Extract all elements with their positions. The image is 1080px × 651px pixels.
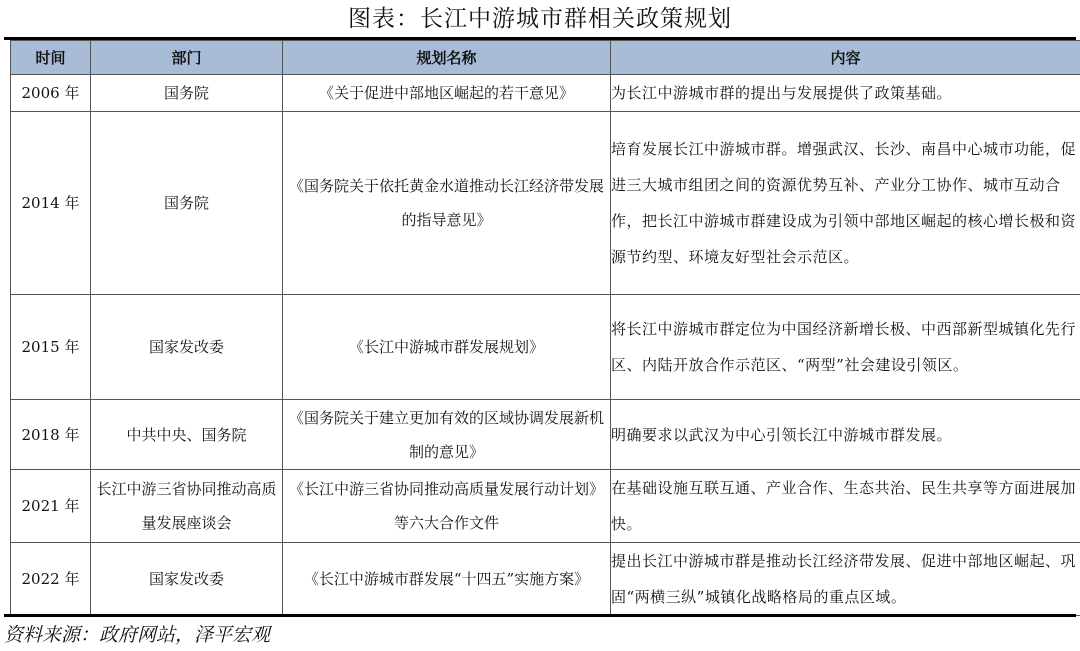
row-plan: 《长江中游城市群发展“十四五”实施方案》	[283, 543, 611, 616]
row-plan: 《长江中游城市群发展规划》	[283, 295, 611, 400]
table-header-row	[11, 41, 1080, 75]
row-plan: 《国务院关于依托黄金水道推动长江经济带发展的指导意见》	[283, 112, 611, 295]
row-dept: 中共中央、国务院	[91, 400, 283, 470]
header-dept: 部门	[91, 41, 283, 75]
row-content: 培育发展长江中游城市群。增强武汉、长沙、南昌中心城市功能，促进三大城市组团之间的资源优势互补、产业分工协作、城市互动合作，把长江中游城市群建设成为引领中部地区崛起的核心增长极和资源节约型、环境友好型社会示范区。	[611, 112, 1080, 295]
row-year: 2006 年	[11, 75, 91, 112]
row-plan: 《长江中游三省协同推动高质量发展行动计划》等六大合作文件	[283, 470, 611, 543]
row-content: 明确要求以武汉为中心引领长江中游城市群发展。	[611, 400, 1080, 470]
table-row	[11, 543, 1080, 616]
row-plan: 《国务院关于建立更加有效的区域协调发展新机制的意见》	[283, 400, 611, 470]
figure-title: 图表：长江中游城市群相关政策规划	[348, 6, 732, 32]
row-year: 2021 年	[11, 470, 91, 543]
row-dept: 国务院	[91, 112, 283, 295]
policy-table	[10, 40, 1080, 616]
table-row	[11, 470, 1080, 543]
row-year: 2014 年	[11, 112, 91, 295]
row-dept: 国家发改委	[91, 543, 283, 616]
row-dept: 国务院	[91, 75, 283, 112]
table-row	[11, 295, 1080, 400]
header-plan: 规划名称	[283, 41, 611, 75]
row-dept: 国家发改委	[91, 295, 283, 400]
header-content: 内容	[611, 41, 1080, 75]
row-content: 提出长江中游城市群是推动长江经济带发展、促进中部地区崛起、巩固“两横三纵”城镇化战略格局的重点区域。	[611, 543, 1080, 616]
table-row	[11, 112, 1080, 295]
table-row	[11, 400, 1080, 470]
row-year: 2015 年	[11, 295, 91, 400]
bottom-rule	[4, 614, 1076, 617]
source-note: 资料来源：政府网站，泽平宏观	[4, 624, 271, 646]
header-time: 时间	[11, 41, 91, 75]
row-year: 2018 年	[11, 400, 91, 470]
row-plan: 《关于促进中部地区崛起的若干意见》	[283, 75, 611, 112]
row-dept: 长江中游三省协同推动高质量发展座谈会	[91, 470, 283, 543]
row-year: 2022 年	[11, 543, 91, 616]
row-content: 在基础设施互联互通、产业合作、生态共治、民生共享等方面进展加快。	[611, 470, 1080, 543]
row-content: 将长江中游城市群定位为中国经济新增长极、中西部新型城镇化先行区、内陆开放合作示范区、“两型”社会建设引领区。	[611, 295, 1080, 400]
row-content: 为长江中游城市群的提出与发展提供了政策基础。	[611, 75, 1080, 112]
table-row	[11, 75, 1080, 112]
